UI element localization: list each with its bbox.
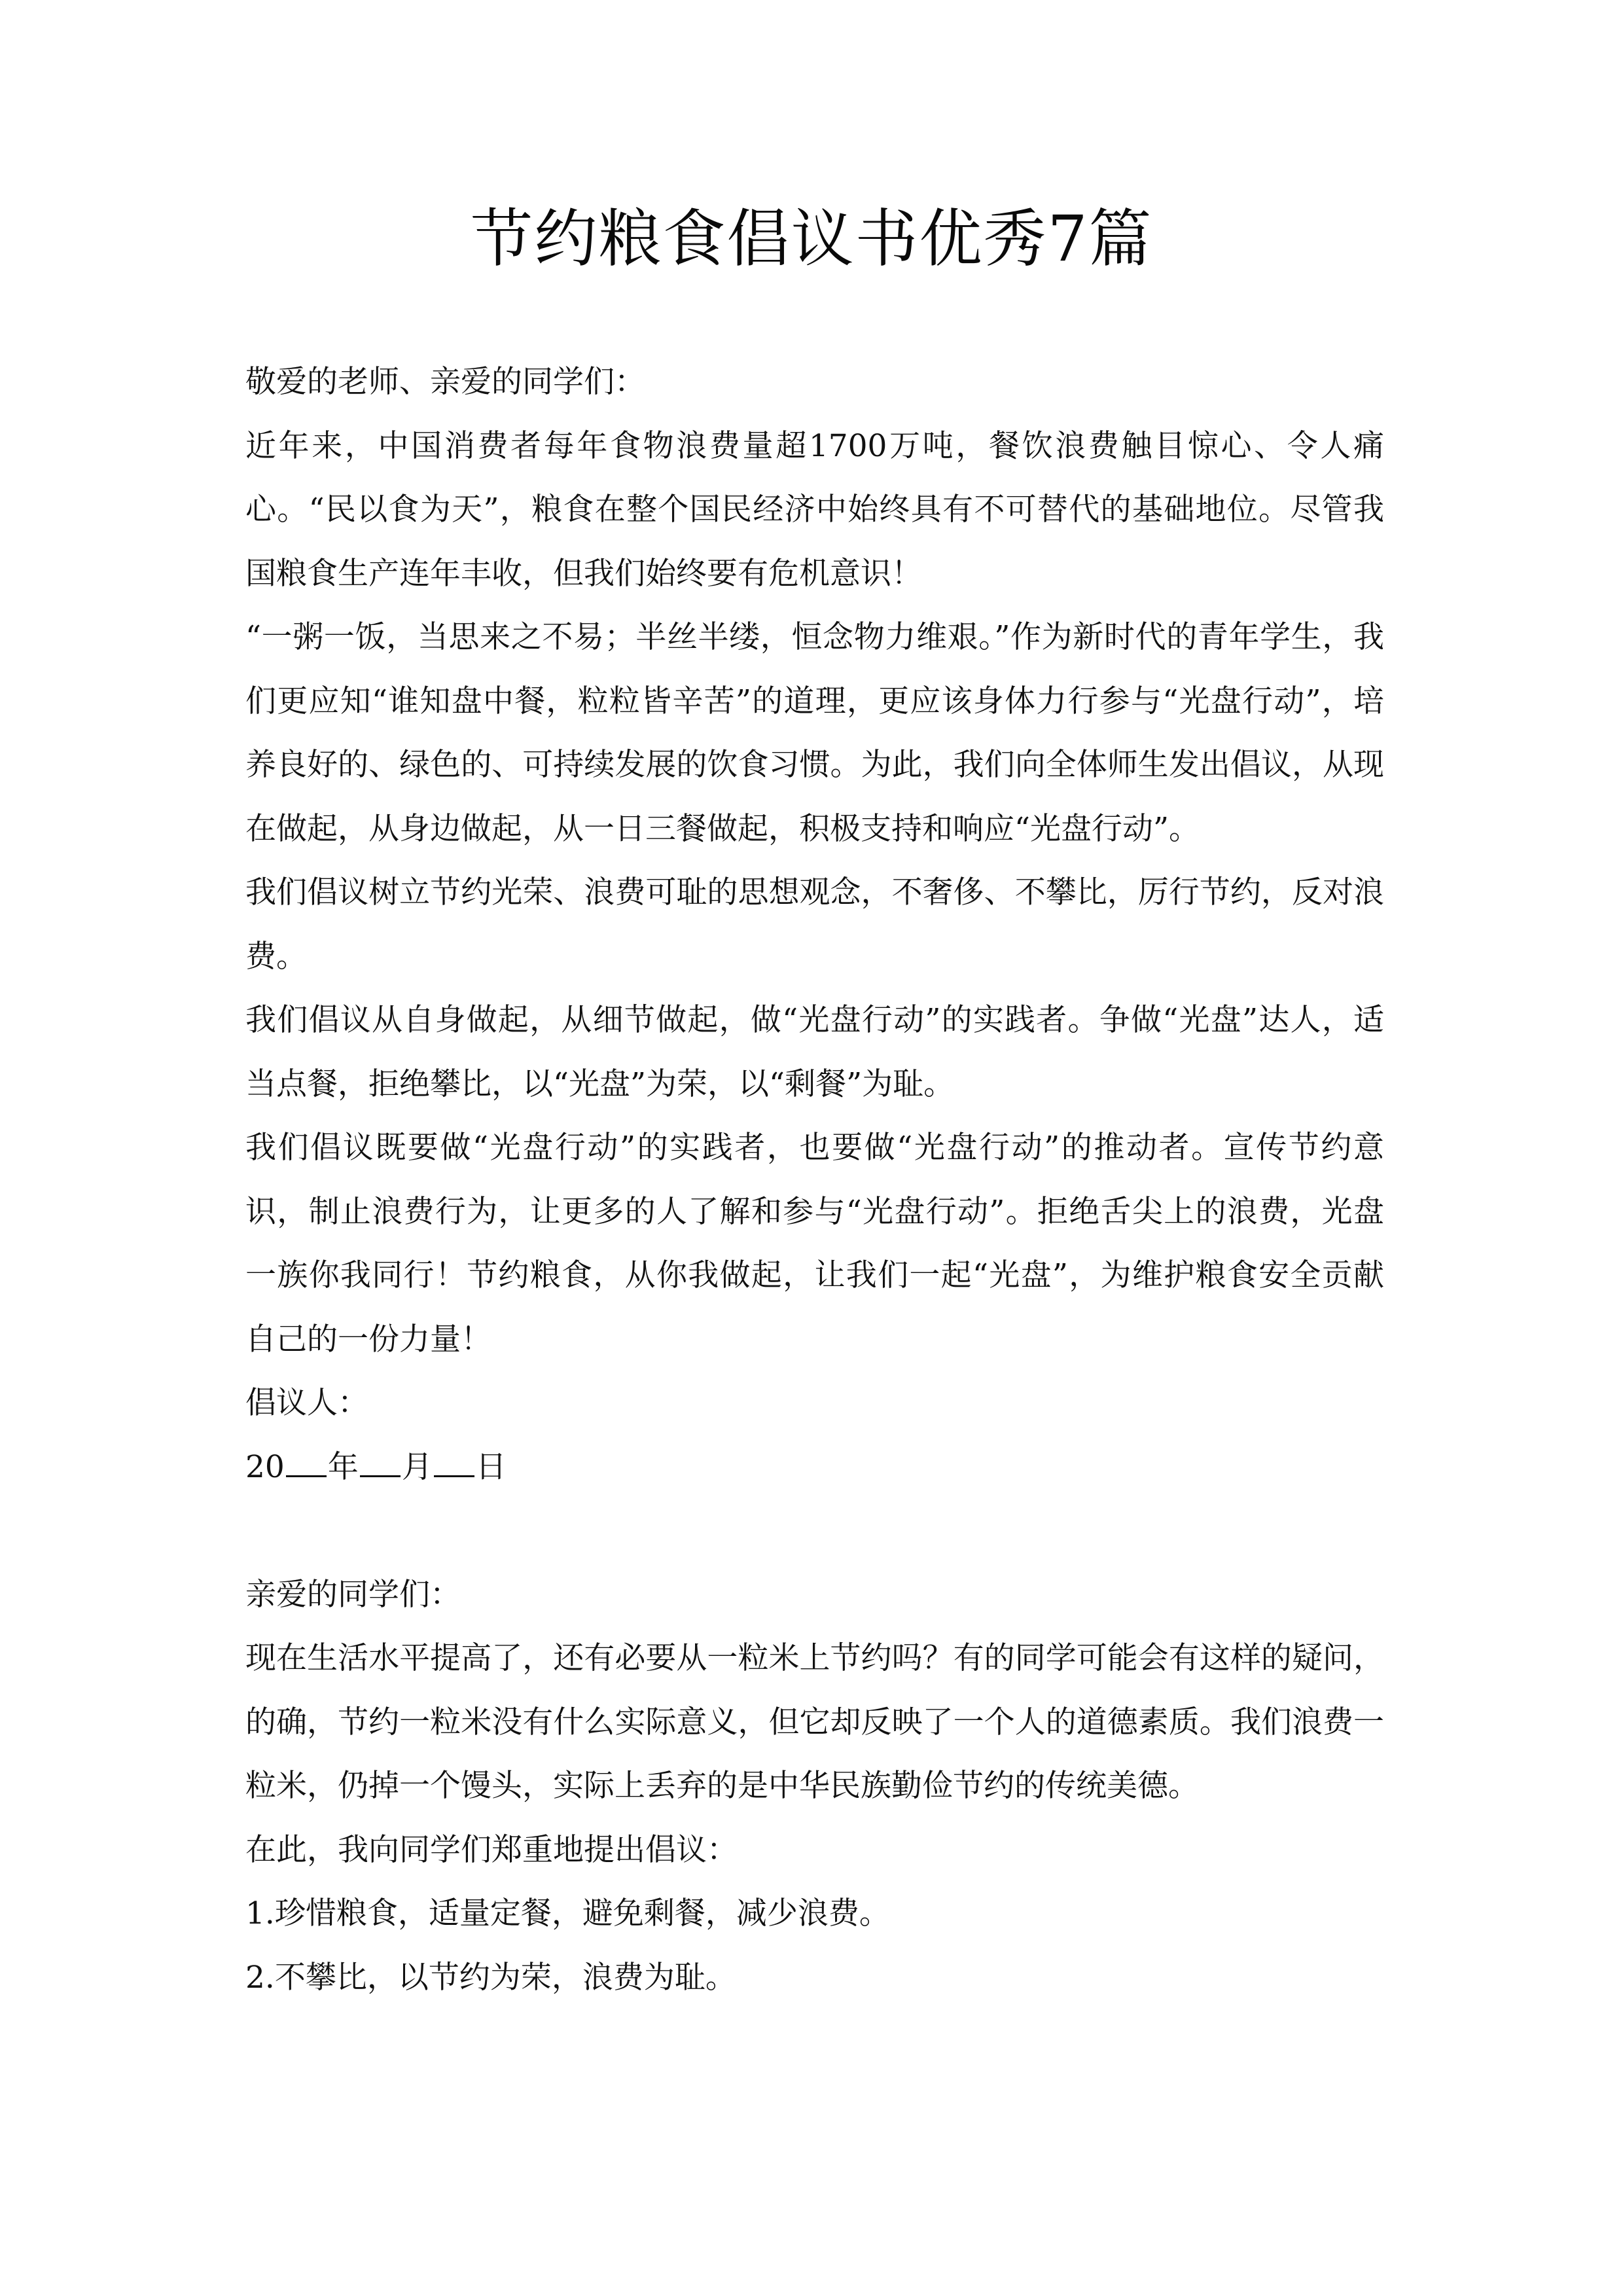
letter-1-paragraph-4: 我们倡议从自身做起，从细节做起，做“光盘行动”的实践者。争做“光盘”达人，适当点餐，拒绝攀比，以“光盘”为荣，以“剩餐”为耻。 <box>245 1002 1384 1102</box>
letter-2-item-2: 2.不攀比，以节约为荣，浪费为耻。 <box>245 1959 736 1996</box>
letter-1-salutation: 敬爱的老师、亲爱的同学们： <box>245 364 645 400</box>
letter-1 <box>245 350 1384 1499</box>
month-blank <box>360 1449 401 1477</box>
letter-1-paragraph-3: 我们倡议树立节约光荣、浪费可耻的思想观念，不奢侈、不攀比，厉行节约，反对浪费。 <box>245 874 1384 975</box>
date-year-label: 年 <box>327 1448 359 1485</box>
letter-2-paragraph-1: 现在生活水平提高了，还有必要从一粒米上节约吗？有的同学可能会有这样的疑问，的确，节约一粒米没有什么实际意义，但它却反映了一个人的道德素质。我们浪费一粒米，仍掉一个馒头，实际上丢弃的是中华民族勤俭节约的传统美德。 <box>245 1640 1384 1804</box>
letter-1-signature: 倡议人： <box>245 1385 368 1421</box>
letter-1-paragraph-1: 近年来，中国消费者每年食物浪费量超1700万吨，餐饮浪费触目惊心、令人痛心。“民以食为天”，粮食在整个国民经济中始终具有不可替代的基础地位。尽管我国粮食生产连年丰收，但我们始终要有危机意识！ <box>245 427 1384 592</box>
letter-2 <box>245 1563 1384 2010</box>
date-day-label: 日 <box>475 1448 507 1485</box>
year-blank <box>286 1449 327 1477</box>
document-title: 节约粮食倡议书优秀7篇 <box>470 202 1153 276</box>
date-prefix: 20 <box>245 1448 285 1485</box>
document-body <box>245 350 1384 2009</box>
letter-1-paragraph-2: “一粥一饭，当思来之不易；半丝半缕，恒念物力维艰。”作为新时代的青年学生，我们更应知“谁知盘中餐，粒粒皆辛苦”的道理，更应该身体力行参与“光盘行动”，培养良好的、绿色的、可持续发展的饮食习惯。为此，我们向全体师生发出倡议，从现在做起，从身边做起，从一日三餐做起，积极支持和响应“光盘行动”。 <box>245 619 1384 847</box>
day-blank <box>434 1449 474 1477</box>
date-month-label: 月 <box>401 1448 433 1485</box>
letter-2-salutation: 亲爱的同学们： <box>245 1576 461 1613</box>
letter-1-paragraph-5: 我们倡议既要做“光盘行动”的实践者，也要做“光盘行动”的推动者。宣传节约意识，制止浪费行为，让更多的人了解和参与“光盘行动”。拒绝舌尖上的浪费，光盘一族你我同行！节约粮食，从你我做起，让我们一起“光盘”，为维护粮食安全贡献自己的一份力量！ <box>245 1130 1384 1357</box>
letter-1-date <box>245 1435 1384 1499</box>
letter-2-paragraph-2: 在此，我向同学们郑重地提出倡议： <box>245 1831 738 1868</box>
section-gap <box>245 1499 1384 1563</box>
letter-2-item-1: 1.珍惜粮食，适量定餐，避免剩餐，减少浪费。 <box>245 1895 890 1931</box>
